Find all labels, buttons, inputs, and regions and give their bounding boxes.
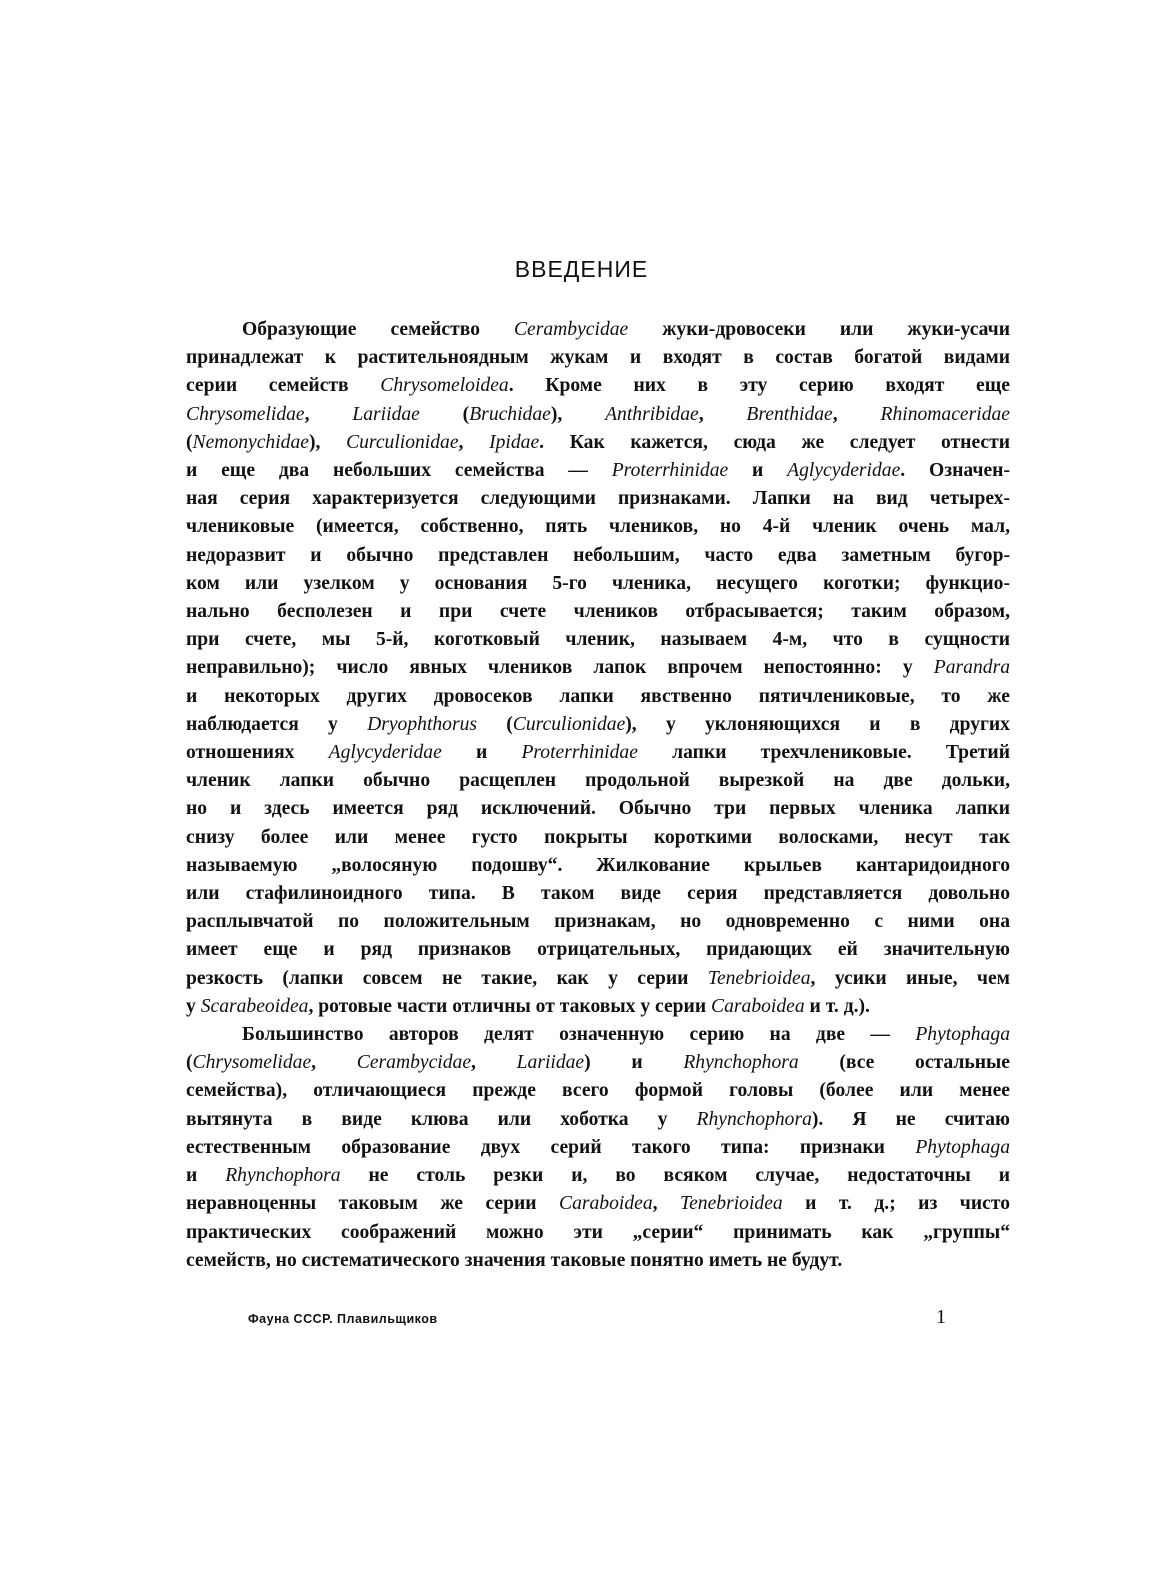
text-line: Chrysomelidae, Lariidae (Bruchidae), Anthribidae, Brenthidae, Rhinomaceridae (186, 403, 1010, 425)
text-line: семейства), отличающиеся прежде всего формой головы (более или менее (186, 1080, 1010, 1102)
text-line: (Nemonychidae), Curculionidae, Ipidae. Как кажется, сюда же следует отнести (186, 431, 1010, 453)
text-line: расплывчатой по положительным признакам, но одновременно с ними она (186, 911, 1010, 933)
text-line: называемую „волосяную подошву“. Жилкование крыльев кантаридоидного (186, 854, 1010, 876)
text-line: у Scarabeoidea, ротовые части отличны от таковых у серии Caraboidea и т. д.). (186, 995, 870, 1017)
text-line: семейств, но систематического значения таковые понятно иметь не будут. (186, 1249, 843, 1271)
text-line: и еще два небольших семейства — Proterrhinidae и Aglycyderidae. Означен- (186, 460, 1010, 482)
text-line: Большинство авторов делят означенную серию на две — Phytophaga (242, 1024, 1010, 1046)
paragraph-1 (186, 316, 1010, 1021)
text-line: снизу более или менее густо покрыты короткими волосками, несут так (186, 826, 1010, 848)
body-text (186, 316, 1010, 1275)
page-title: ВВЕДЕНИЕ (514, 256, 649, 282)
page-number: 1 (936, 1306, 946, 1328)
text-line: (Chrysomelidae, Cerambycidae, Lariidae) и Rhynchophora (все остальные (186, 1052, 1010, 1074)
text-line: члениковые (имеется, собственно, пять члеников, но 4-й членик очень мал, (186, 516, 1010, 538)
text-line: резкость (лапки совсем не такие, как у серии Tenebrioidea, усики иные, чем (186, 967, 1010, 989)
text-line: серии семейств Chrysomeloidea. Кроме них в эту серию входят еще (186, 375, 1010, 397)
text-line: практических соображений можно эти „серии“ принимать как „группы“ (186, 1221, 1010, 1243)
text-line: вытянута в виде клюва или хоботка у Rhynchophora). Я не считаю (186, 1108, 1010, 1130)
page-footer (0, 1306, 1163, 1336)
text-line: имеет еще и ряд признаков отрицательных, придающих ей значительную (186, 939, 1010, 961)
text-line: отношениях Aglycyderidae и Proterrhinidae лапки трехчлениковые. Третий (186, 742, 1010, 764)
text-line: Образующие семейство Cerambycidae жуки-дровосеки или жуки-усачи (242, 319, 1010, 340)
text-line: неправильно); число явных члеников лапок впрочем непостоянно: у Parandra (186, 657, 1010, 679)
text-line: ная серия характеризуется следующими признаками. Лапки на вид четырех- (186, 488, 1010, 510)
text-line: ком или узелком у основания 5-го членика, несущего коготки; функцио- (186, 572, 1010, 594)
text-line: нально бесполезен и при счете члеников отбрасывается; таким образом, (186, 601, 1010, 623)
text-line: но и здесь имеется ряд исключений. Обычно три первых членика лапки (186, 798, 1010, 820)
text-line: естественным образование двух серий такого типа: признаки Phytophaga (186, 1136, 1010, 1158)
text-line: при счете, мы 5-й, коготковый членик, называем 4-м, что в сущности (186, 629, 1010, 651)
text-line: и Rhynchophora не столь резки и, во всяком случае, недостаточны и (186, 1165, 1010, 1187)
running-title: Фауна СССР. Плавильщиков (248, 1312, 438, 1326)
text-line: принадлежат к растительноядным жукам и входят в состав богатой видами (186, 347, 1010, 369)
text-line: неравноценны таковым же серии Caraboidea, Tenebrioidea и т. д.; из чисто (186, 1193, 1010, 1215)
text-line: наблюдается у Dryophthorus (Curculionidae), у уклоняющихся и в других (186, 713, 1010, 735)
text-line: членик лапки обычно расщеплен продольной вырезкой на две дольки, (186, 770, 1010, 792)
text-line: недоразвит и обычно представлен небольшим, часто едва заметным бугор- (186, 544, 1010, 566)
text-line: или стафилиноидного типа. В таком виде серия представляется довольно (186, 883, 1010, 905)
text-line: и некоторых других дровосеков лапки явственно пятичлениковые, то же (186, 685, 1010, 707)
paragraph-2 (186, 1021, 1010, 1275)
